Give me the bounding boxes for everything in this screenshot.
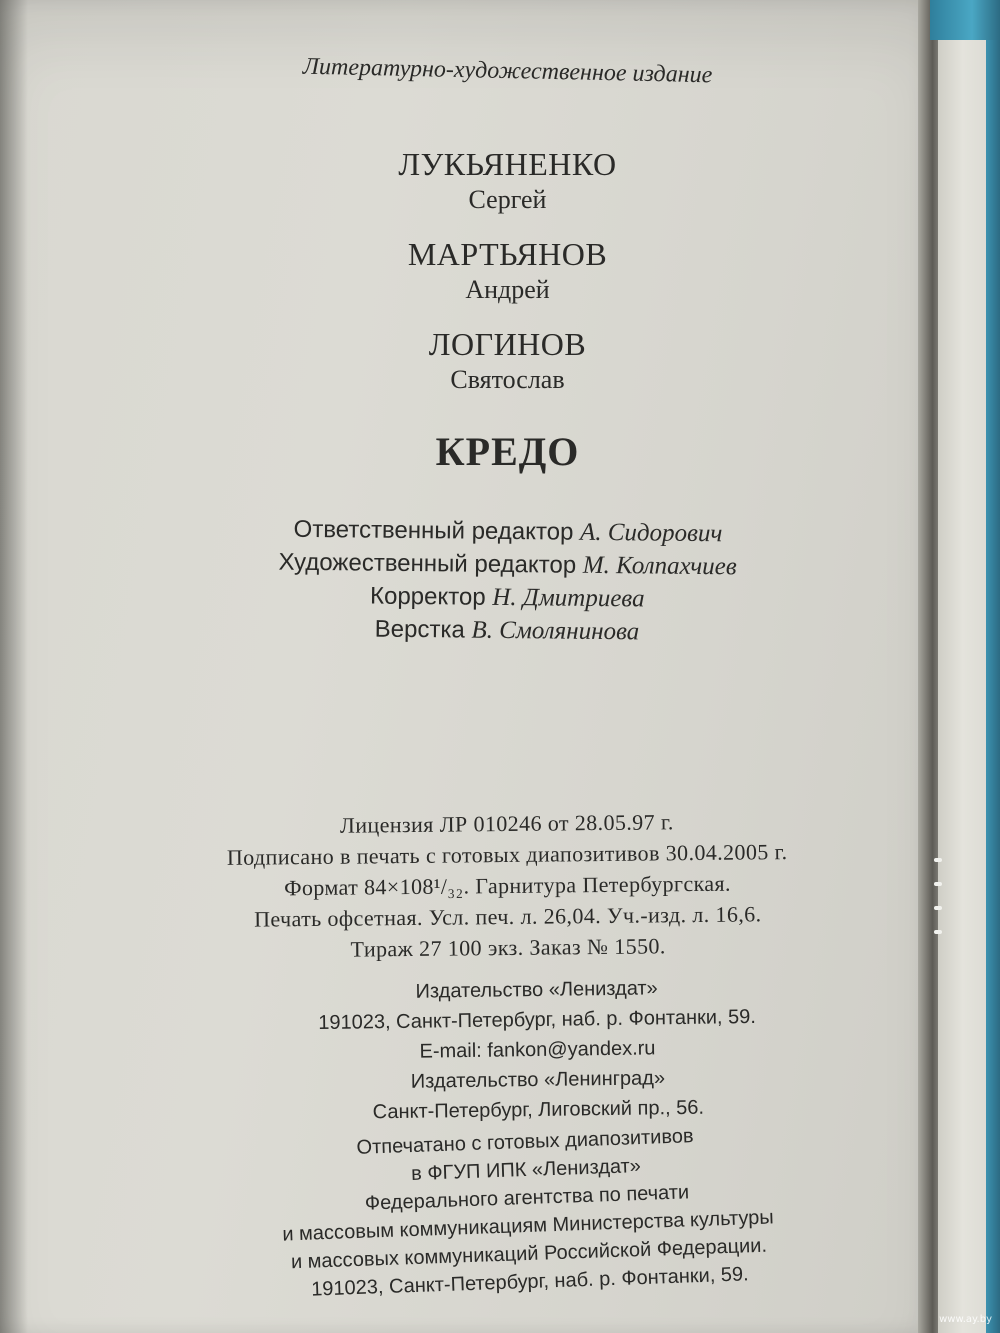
author-given-name: Святослав <box>450 365 565 394</box>
credit-name: М. Колпахчиев <box>582 551 737 581</box>
credit-role: Верстка <box>374 615 465 644</box>
author-given-name: Андрей <box>465 275 550 304</box>
author-surname: МАРТЬЯНОВ <box>407 236 608 272</box>
credits-list <box>39 510 975 652</box>
publisher-line: Издательство «Ленинград» <box>410 1067 666 1093</box>
run-line: Тираж 27 100 экз. Заказ № 1550. <box>350 933 666 962</box>
publisher-line: Издательство «Лениздат» <box>415 977 658 1003</box>
printed-by-block <box>57 1112 997 1313</box>
printed-by-line: Отпечатано с готовых диапозитивов <box>356 1125 694 1159</box>
author-surname: ЛУКЬЯНЕНКО <box>398 146 617 182</box>
book-title-text: КРЕДО <box>435 429 580 474</box>
publisher-line: 191023, Санкт-Петербург, наб. р. Фонтанки, 59. <box>318 1005 757 1035</box>
authors-list <box>40 146 975 416</box>
credit-role: Художественный редактор <box>278 548 577 579</box>
book-title <box>40 428 975 475</box>
license-line: Лицензия ЛР 010246 от 28.05.97 г. <box>339 809 674 838</box>
author-entry <box>40 326 975 398</box>
credit-name: В. Смолянинова <box>471 616 640 646</box>
publisher-line: E-mail: fankon@yandex.ru <box>419 1037 656 1063</box>
print-line: Печать офсетная. Усл. печ. л. 26,04. Уч.-изд. л. 16,6. <box>254 901 762 932</box>
credit-role: Ответственный редактор <box>293 515 574 546</box>
author-given-name: Сергей <box>468 185 547 214</box>
printed-by-line: и массовых коммуникаций Российской Федерации. <box>290 1234 768 1274</box>
printed-by-line: Федерального агентства по печати <box>364 1181 690 1215</box>
format-line: Формат 84×108¹/₃₂. Гарнитура Петербургская. <box>283 870 732 901</box>
printed-by-line: 191023, Санкт-Петербург, наб. р. Фонтанки, 59. <box>310 1263 750 1301</box>
author-entry <box>40 146 975 218</box>
printed-by-line: и массовым коммуникациям Министерства культуры <box>281 1206 775 1246</box>
credit-name: А. Сидорович <box>579 518 723 548</box>
signed-line: Подписано в печать с готовых диапозитивов 30.04.2005 г. <box>226 839 788 870</box>
edition-type-text: Литературно-художественное издание <box>302 53 713 89</box>
author-entry <box>40 236 975 308</box>
author-surname: ЛОГИНОВ <box>428 326 587 362</box>
publisher-block <box>69 968 1000 1131</box>
publisher-line: Санкт-Петербург, Лиговский пр., 56. <box>372 1096 705 1124</box>
imprint-block <box>39 803 976 968</box>
credit-role: Корректор <box>369 582 486 611</box>
watermark: www.ay.by <box>939 1314 992 1325</box>
page-edge-shadow <box>0 0 28 1333</box>
credit-name: Н. Дмитриева <box>492 583 645 613</box>
book-cover-edge <box>930 0 1000 40</box>
printed-by-line: в ФГУП ИПК «Лениздат» <box>410 1155 642 1186</box>
